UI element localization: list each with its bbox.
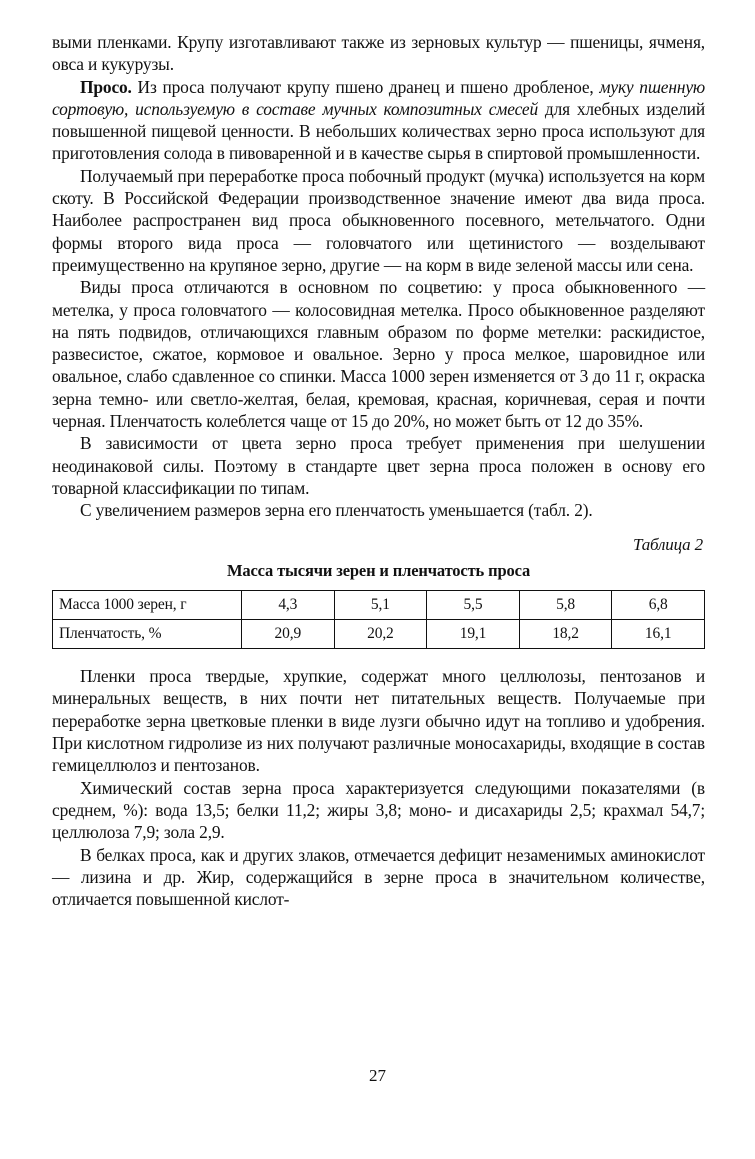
- paragraph-proteins: В белках проса, как и других злаков, отмечается дефицит незаменимых аминокислот — лизина и др. Жир, содержащийся в зерне проса в значительном количестве, отличается повышенной кислот-: [52, 844, 705, 910]
- paragraph-proso-italic: муку пшенную сортовую, используемую в составе мучных композитных смесей: [52, 76, 706, 119]
- paragraph-husks: Пленки проса твердые, хрупкие, содержат много целлюлозы, пентозанов и минеральных веществ, в них почти нет питательных веществ. Получаемые при переработке зерна цветковые пленки в виде лузги обычно идут на топливо и удобрения. При кислотном гидролизе из них получают различные моносахариды, входящие в состав гемицеллюлоз и пентозанов.: [52, 666, 705, 776]
- table-row: [53, 620, 705, 649]
- paragraph-composition: Химический состав зерна проса характеризуется следующими показателями (в среднем, %): вода 13,5; белки 11,2; жиры 3,8; моно- и дисахариды 2,5; крахмал 54,7; целлюлоза 7,9; зола 2,9.: [52, 777, 705, 843]
- paragraph-proso-text-b: для хлебных изделий повышенной пищевой ценности. В небольших количествах зерно проса используют для приготовления солода в пивоваренной и в качестве сырья в спиртовой промышленности.: [52, 98, 705, 164]
- table-row-label: Пленчатость, %: [53, 620, 242, 649]
- table-cell: 16,1: [612, 620, 705, 649]
- table-cell: 5,1: [334, 591, 427, 620]
- table-cell: 20,9: [242, 620, 335, 649]
- table-row: [53, 591, 705, 620]
- paragraph-color: В зависимости от цвета зерно проса требует применения при шелушении неодинаковой силы. Поэтому в стандарте цвет зерна проса положен в основу его товарной классификации по типам.: [52, 433, 705, 498]
- table-cell: 20,2: [334, 620, 427, 649]
- paragraph-intro-cont: выми пленками. Крупу изготавливают также из зерновых культур — пшеницы, ячменя, овса и кукурузы.: [52, 32, 705, 75]
- table-title: Масса тысячи зерен и пленчатость проса: [226, 560, 531, 580]
- paragraph-byproduct: Получаемый при переработке проса побочный продукт (мучка) используется на корм скоту. В Российской Федерации производственное значение имеют два вида проса. Наиболее распространен вид проса обыкновенного посевного, метельчатого. Одни формы второго вида проса — головчатого или щетинистого — возделывают преимущественно на крупяное зерно, другие — на корм в виде зеленой массы или сена.: [52, 165, 705, 275]
- page-number: 27: [369, 1066, 386, 1085]
- table-cell: 18,2: [519, 620, 612, 649]
- table-caption: Таблица 2: [633, 534, 703, 554]
- data-table: [52, 590, 705, 649]
- table-cell: 4,3: [242, 591, 335, 620]
- table-row-label: Масса 1000 зерен, г: [53, 591, 242, 620]
- table-cell: 5,5: [427, 591, 520, 620]
- table-cell: 19,1: [427, 620, 520, 649]
- table-cell: 5,8: [519, 591, 612, 620]
- page-body: [52, 31, 705, 910]
- term-proso: Просо.: [80, 76, 132, 97]
- paragraph-species: Виды проса отличаются в основном по соцветию: у проса обыкновенного — метелка, у проса головчатого — колосовидная метелка. Просо обыкновенное разделяют на пять подвидов, отличающихся главным образом по форме метелки: раскидистое, развесистое, сжатое, кормовое и овальное. Зерно у проса мелкое, шаровидное или овальное, слабо сдавленное со спинки. Масса 1000 зерен изменяется от 3 до 11 г, окраска зерна темно- или светло-желтая, белая, кремовая, красная, коричневая, серая и почти черная. Пленчатость колеблется чаще от 15 до 20%, но может быть от 12 до 35%.: [52, 277, 705, 432]
- paragraph-proso-text-a: Из проса получают крупу пшено дранец и пшено дробленое,: [131, 76, 600, 97]
- table-cell: 6,8: [612, 591, 705, 620]
- paragraph-table-ref: С увеличением размеров зерна его пленчатость уменьшается (табл. 2).: [80, 500, 593, 521]
- paragraph-proso: [52, 76, 705, 165]
